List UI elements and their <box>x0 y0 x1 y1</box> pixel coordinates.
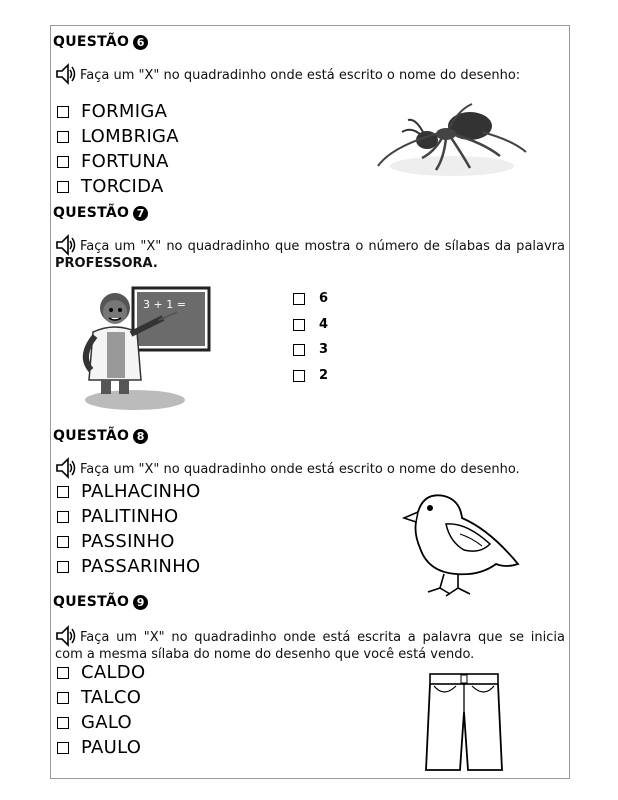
checkbox-square[interactable] <box>57 717 69 729</box>
checkbox-square[interactable] <box>57 181 69 193</box>
instruction-text: Faça um "X" no quadradinho onde está escrita a palavra que se inicia com a mesma sílaba do nome do desenho que você está vendo. <box>55 630 565 662</box>
option-label: 6 <box>319 291 329 306</box>
option-label: LOMBRIGA <box>81 126 179 147</box>
question-number-badge: 6 <box>133 35 148 50</box>
option-label: FORMIGA <box>81 101 168 122</box>
bird-icon <box>400 488 526 604</box>
question-9-instruction <box>55 625 565 663</box>
checkbox-square[interactable] <box>293 319 305 331</box>
instruction-text: Faça um "X" no quadradinho onde está escrito o nome do desenho: <box>80 68 521 83</box>
instruction-text: Faça um "X" no quadradinho onde está escrito o nome do desenho. <box>80 462 520 477</box>
speaker-icon[interactable] <box>55 63 79 85</box>
checkbox-square[interactable] <box>57 742 69 754</box>
syllable-option[interactable] <box>293 317 328 332</box>
option-checkbox[interactable] <box>57 176 164 197</box>
pants-icon <box>424 672 504 772</box>
question-6-instruction <box>55 63 565 85</box>
ant-icon <box>372 96 532 200</box>
syllable-option[interactable] <box>293 368 328 383</box>
option-label: PASSARINHO <box>81 556 201 577</box>
checkbox-square[interactable] <box>57 561 69 573</box>
question-title-text: QUESTÃO <box>53 428 130 444</box>
checkbox-square[interactable] <box>57 536 69 548</box>
option-label: 4 <box>319 317 329 332</box>
option-checkbox[interactable] <box>57 126 179 147</box>
option-label: TORCIDA <box>81 176 164 197</box>
instruction-bold-word: PROFESSORA. <box>55 256 158 271</box>
option-checkbox[interactable] <box>57 737 141 758</box>
option-label: PALITINHO <box>81 506 179 527</box>
option-checkbox[interactable] <box>57 556 201 577</box>
checkbox-square[interactable] <box>57 692 69 704</box>
speaker-icon[interactable] <box>55 457 79 479</box>
question-title-text: QUESTÃO <box>53 594 130 610</box>
option-checkbox[interactable] <box>57 712 132 733</box>
question-7-title <box>53 205 148 221</box>
question-number-badge: 8 <box>133 429 148 444</box>
option-label: 2 <box>319 368 329 383</box>
question-8-title <box>53 428 148 444</box>
teacher-icon <box>73 284 213 412</box>
question-number-badge: 7 <box>133 206 148 221</box>
checkbox-square[interactable] <box>293 370 305 382</box>
question-title-text: QUESTÃO <box>53 34 130 50</box>
option-label: PASSINHO <box>81 531 175 552</box>
checkbox-square[interactable] <box>57 511 69 523</box>
option-label: CALDO <box>81 662 146 683</box>
syllable-option[interactable] <box>293 342 328 357</box>
question-number-badge: 9 <box>133 595 148 610</box>
option-checkbox[interactable] <box>57 151 169 172</box>
option-checkbox[interactable] <box>57 481 201 502</box>
question-9-title <box>53 594 148 610</box>
option-checkbox[interactable] <box>57 662 145 683</box>
question-6-title <box>53 34 148 50</box>
checkbox-square[interactable] <box>293 293 305 305</box>
question-title-text: QUESTÃO <box>53 205 130 221</box>
option-label: 3 <box>319 342 329 357</box>
speaker-icon[interactable] <box>55 234 79 256</box>
checkbox-square[interactable] <box>293 344 305 356</box>
option-checkbox[interactable] <box>57 101 167 122</box>
syllable-option[interactable] <box>293 291 328 306</box>
checkbox-square[interactable] <box>57 131 69 143</box>
option-checkbox[interactable] <box>57 506 179 527</box>
checkbox-square[interactable] <box>57 667 69 679</box>
question-8-instruction <box>55 457 565 479</box>
checkbox-square[interactable] <box>57 486 69 498</box>
option-label: GALO <box>81 712 133 733</box>
option-checkbox[interactable] <box>57 687 141 708</box>
board-text: 3 + 1 = <box>143 298 186 311</box>
option-label: FORTUNA <box>81 151 169 172</box>
checkbox-square[interactable] <box>57 106 69 118</box>
option-label: TALCO <box>81 687 142 708</box>
option-checkbox[interactable] <box>57 531 175 552</box>
instruction-text: Faça um "X" no quadradinho que mostra o número de sílabas da palavra <box>80 239 565 254</box>
checkbox-square[interactable] <box>57 156 69 168</box>
option-label: PALHACINHO <box>81 481 201 502</box>
speaker-icon[interactable] <box>55 625 79 647</box>
question-7-instruction <box>55 234 565 272</box>
option-label: PAULO <box>81 737 142 758</box>
